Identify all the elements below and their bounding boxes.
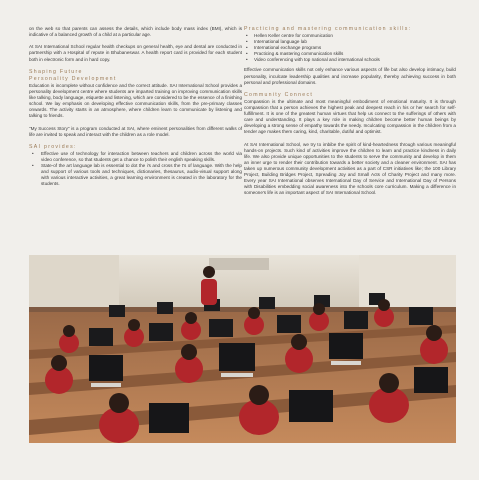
practicing-skills-heading: Practicing and mastering communication skills:	[244, 26, 412, 32]
list-item: • Practicing & mastering communication skills	[244, 51, 456, 57]
personality-development-heading: Personality Development	[29, 75, 117, 82]
list-item: • International exchange programs	[244, 45, 456, 51]
success-story-paragraph: "My Success Story" is a program conducted at SAI, where eminent personalities from different walks of life are invited to speak and interact with the children as a role model.	[29, 125, 242, 137]
personality-paragraph: Education is incomplete without confidence and the correct attitude. SAI International School provides a personality development centre where students are imparted training on improving communication skills like talking, body language, etiquette and listening, which are considered to be the essence of a finishing school. We lay emphasis on developing effective communication skills, from the pre-primary classes onwards. The activity starts in an atmosphere, where children learn to communicate by listening and talking to friends.	[29, 82, 242, 119]
kindness-paragraph: At SAI International School, we try to imbibe the spirit of kind-heartedness through various meaningful hands-on projects. Such kind of activities improve the children to learn and practice kindness in daily life. We also provide unique opportunities to the students to serve the community and develop in them an inner urge to render their contribution towards a better society and a cleaner environment. SAI has taken up numerous community development activities as a part of CSR initiatives like; the 100 Library Project, Building Bridges Project, Spreading Joy and Small Acts of Charity Project and many more. Every year SAI International observes International Day of Service and International Day of Persons with Disabilities embedding social awareness into the schools core curriculum. Making a difference in someone's life is an important aspect of SAI International School.	[244, 141, 456, 196]
right-column	[244, 26, 456, 203]
communication-paragraph: Effective communication skills not only enhance various aspects of life but also develop intimacy, build personality, inculcate leadership qualities and increase popularity, thereby achieving success in both personal and professional domains.	[244, 67, 456, 85]
skills-list	[244, 33, 456, 63]
community-connect-heading: Community Connect	[244, 91, 314, 98]
health-checkup-paragraph: At SAI International School regular health checkups on general health, eye and dental are conducted in partnership with a Hospital of repute in Bhubaneswar. A health report card is provided for each student both in electronic form and in hard copy.	[29, 44, 242, 62]
left-column	[29, 26, 242, 192]
shaping-future-heading: Shaping Future	[29, 68, 83, 75]
bmi-paragraph: on the web so that parents can assess the details, which include body mass index (BMI), which is indicative of a balanced growth of a child at a particular age.	[29, 26, 242, 38]
list-item: • International language lab	[244, 39, 456, 45]
sai-provides-heading: SAI provides:	[29, 143, 77, 150]
compassion-paragraph: Compassion is the ultimate and most meaningful embodiment of emotional maturity. It is through compassion that a person achieves the highest peak and deepest reach in his or her search for self-fulfillment. It is one of the greatest human virtues that help us connect to the sufferings of others with care and understanding. It plays a key role in making children become better human beings by developing a strong sense of empathy towards the needy. Inculcating compassion in the children from a tender age makes them caring, kind, charitable, dutiful and optimist.	[244, 98, 456, 135]
list-item: • Effective use of technology for interaction between teachers and children across the world via video conference, so that students get a chance to polish their english speaking skills.	[29, 151, 242, 163]
list-item: • State-of the art language lab is essential to dot the i's and cross the t's of language. With the help and support of various tools and techniques, dictionaries, thesaurus, audio-visual support along with various interactive activities, a great learning environment is created in the laboratory for the students.	[29, 163, 242, 187]
list-item: • Hellen Keller centre for communication	[244, 33, 456, 39]
provides-list	[29, 151, 242, 188]
list-item: • Video conferencing with top national and international schools	[244, 57, 456, 63]
computer-lab-photo	[29, 255, 456, 443]
